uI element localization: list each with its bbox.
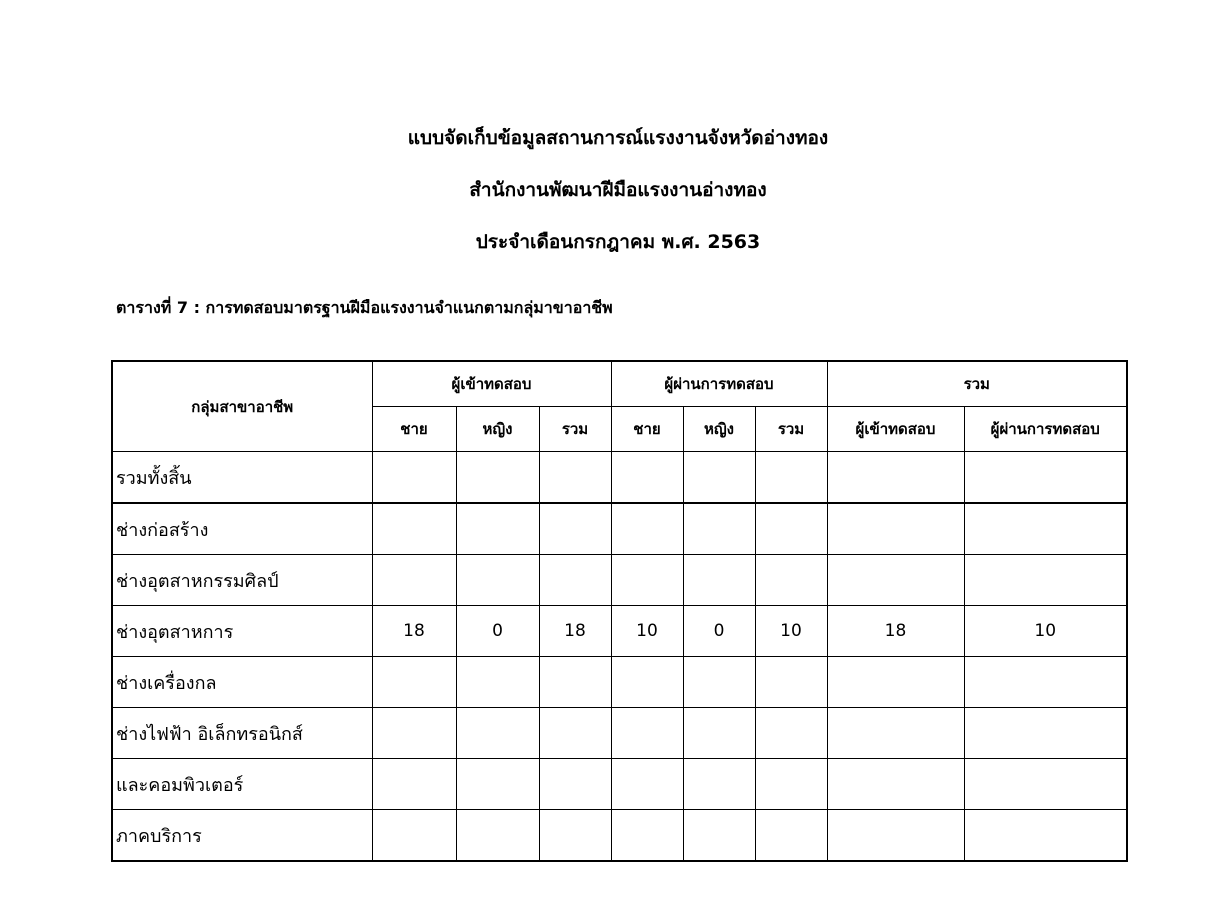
table-row (112, 708, 1127, 759)
cell-sum-tested: 18 (827, 606, 964, 657)
header-tested-female: หญิง (456, 407, 539, 452)
header-passed-male: ชาย (611, 407, 683, 452)
cell-tested-female (456, 708, 539, 759)
cell-tested-female (456, 503, 539, 555)
row-label: ช่างอุตสาหการ (112, 606, 372, 657)
cell-tested-male (372, 452, 456, 504)
cell-tested-male: 18 (372, 606, 456, 657)
skill-test-table (111, 360, 1128, 862)
report-period: ประจำเดือนกรกฎาคม พ.ศ. 2563 (475, 231, 761, 253)
header-sum-passed: ผู้ผ่านการทดสอบ (964, 407, 1127, 452)
cell-sum-passed (964, 452, 1127, 504)
cell-sum-tested (827, 759, 964, 810)
cell-passed-total (755, 759, 827, 810)
cell-tested-male (372, 810, 456, 862)
cell-tested-female: 0 (456, 606, 539, 657)
table-row (112, 555, 1127, 606)
row-label: ช่างอุตสาหกรรมศิลป์ (112, 555, 372, 606)
header-tested-group: ผู้เข้าทดสอบ (372, 361, 611, 407)
cell-passed-male (611, 708, 683, 759)
cell-passed-female (683, 555, 755, 606)
cell-passed-male (611, 452, 683, 504)
cell-tested-total (539, 708, 611, 759)
cell-passed-male (611, 657, 683, 708)
cell-passed-male (611, 503, 683, 555)
header-passed-female: หญิง (683, 407, 755, 452)
cell-tested-total: 18 (539, 606, 611, 657)
table-row (112, 759, 1127, 810)
table-row (112, 657, 1127, 708)
report-title: แบบจัดเก็บข้อมูลสถานการณ์แรงงานจังหวัดอ่างทอง (407, 127, 829, 149)
cell-tested-female (456, 452, 539, 504)
cell-sum-tested (827, 657, 964, 708)
cell-sum-passed (964, 708, 1127, 759)
cell-passed-total (755, 657, 827, 708)
table-caption: ตารางที่ 7 : การทดสอบมาตรฐานฝีมือแรงงานจำแนกตามกลุ่มาขาอาชีพ (116, 298, 613, 317)
cell-sum-tested (827, 452, 964, 504)
cell-passed-total (755, 555, 827, 606)
cell-passed-female: 0 (683, 606, 755, 657)
cell-tested-male (372, 555, 456, 606)
cell-sum-passed (964, 759, 1127, 810)
cell-passed-female (683, 759, 755, 810)
cell-sum-tested (827, 555, 964, 606)
cell-tested-male (372, 657, 456, 708)
cell-passed-female (683, 452, 755, 504)
cell-passed-male (611, 555, 683, 606)
table-row (112, 503, 1127, 555)
cell-passed-total (755, 708, 827, 759)
table-row (112, 606, 1127, 657)
row-label: ช่างไฟฟ้า อิเล็กทรอนิกส์ (112, 708, 372, 759)
document-header (0, 112, 1210, 268)
cell-sum-tested (827, 503, 964, 555)
row-label: และคอมพิวเตอร์ (112, 759, 372, 810)
cell-tested-female (456, 759, 539, 810)
row-label: รวมทั้งสิ้น (112, 452, 372, 504)
cell-passed-male (611, 810, 683, 862)
row-label: ช่างก่อสร้าง (112, 503, 372, 555)
cell-tested-total (539, 503, 611, 555)
header-occupation-group: กลุ่มสาขาอาชีพ (112, 361, 372, 452)
cell-tested-total (539, 657, 611, 708)
header-tested-male: ชาย (372, 407, 456, 452)
cell-sum-tested (827, 810, 964, 862)
row-label: ภาคบริการ (112, 810, 372, 862)
cell-tested-male (372, 708, 456, 759)
cell-passed-total (755, 452, 827, 504)
header-sum-tested: ผู้เข้าทดสอบ (827, 407, 964, 452)
cell-passed-female (683, 708, 755, 759)
cell-tested-male (372, 503, 456, 555)
cell-tested-female (456, 657, 539, 708)
cell-sum-passed (964, 657, 1127, 708)
cell-tested-total (539, 810, 611, 862)
cell-tested-total (539, 452, 611, 504)
cell-sum-passed (964, 810, 1127, 862)
office-name: สำนักงานพัฒนาฝีมือแรงงานอ่างทอง (469, 179, 767, 201)
cell-tested-female (456, 555, 539, 606)
cell-passed-total: 10 (755, 606, 827, 657)
cell-passed-total (755, 503, 827, 555)
cell-sum-passed (964, 555, 1127, 606)
table-row (112, 810, 1127, 862)
cell-tested-total (539, 759, 611, 810)
cell-sum-passed (964, 503, 1127, 555)
cell-passed-male (611, 759, 683, 810)
table-row (112, 452, 1127, 504)
cell-passed-total (755, 810, 827, 862)
header-passed-total: รวม (755, 407, 827, 452)
cell-sum-tested (827, 708, 964, 759)
cell-tested-total (539, 555, 611, 606)
cell-passed-male: 10 (611, 606, 683, 657)
header-tested-total: รวม (539, 407, 611, 452)
header-passed-group: ผู้ผ่านการทดสอบ (611, 361, 827, 407)
cell-passed-female (683, 503, 755, 555)
cell-tested-female (456, 810, 539, 862)
cell-tested-male (372, 759, 456, 810)
cell-passed-female (683, 810, 755, 862)
cell-passed-female (683, 657, 755, 708)
cell-sum-passed: 10 (964, 606, 1127, 657)
row-label: ช่างเครื่องกล (112, 657, 372, 708)
header-total-group: รวม (827, 361, 1127, 407)
